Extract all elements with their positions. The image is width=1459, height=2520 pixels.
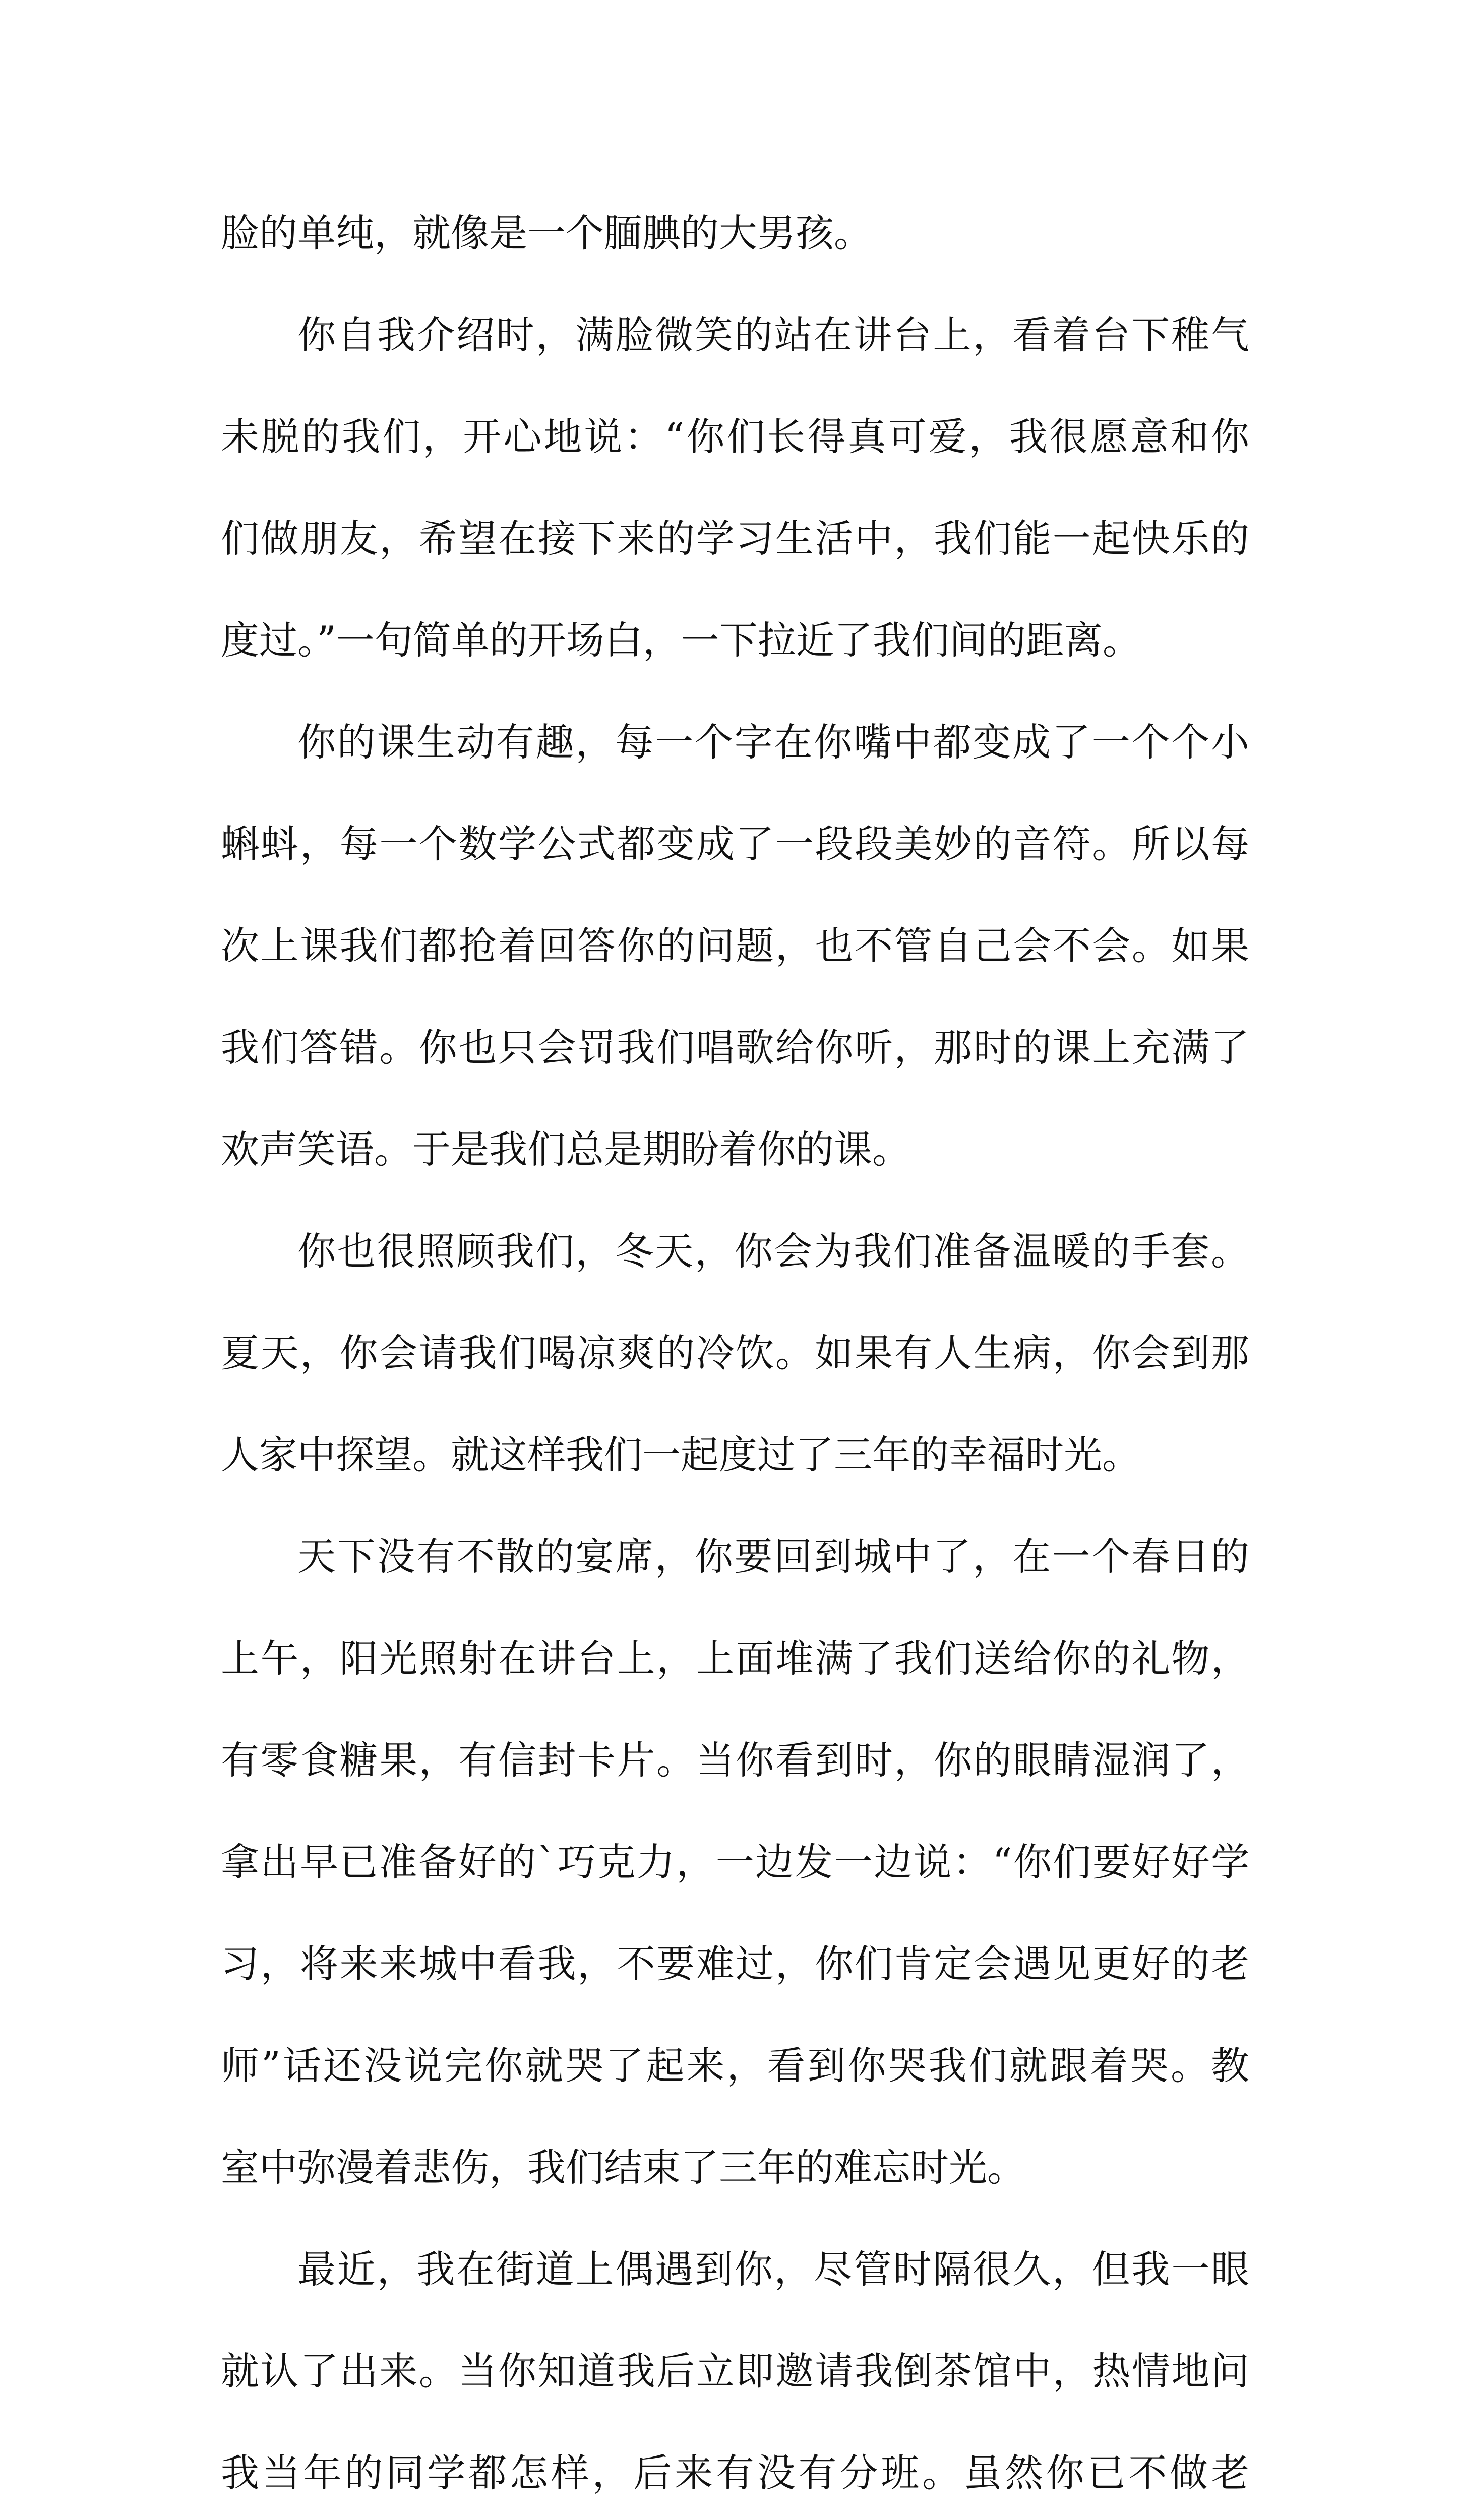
document-body (221, 182, 1259, 2520)
text-line: 你也很照顾我们，冬天，你会为我们准备温暖的手套。 (297, 1229, 1249, 1274)
text-line: 天下没有不散的宴席，你要回到城中了，在一个春日的 (297, 1534, 1249, 1579)
text-line: 拿出早已准备好的`巧克力，一边发一边说：“你们要好好学 (221, 1840, 1249, 1884)
text-line: 未脱的我们，开心地说：“你们长得真可爱，我很愿意和你 (221, 414, 1249, 459)
text-line: 蝌蚪，每一个数学公式都变成了一段段美妙的音符。所以每 (221, 822, 1249, 866)
text-line: 欢声笑语。于是我们总是期盼着你的课。 (221, 1127, 910, 1172)
text-line: 我们答错。你也只会罚我们唱歌给你听，那时的课上充满了 (221, 1025, 1249, 1070)
text-line: 有零食糖果，有信封卡片。当你看到时，你的眼睛湿润了， (221, 1738, 1249, 1783)
text-line: 脸的单纯，就像是一个腼腆的大男孩。 (221, 211, 872, 256)
text-line: 次上课我们都抢着回答你的问题，也不管自己会不会。如果 (221, 923, 1249, 968)
text-line: 习，将来来城中看我，不要难过，你们肯定会遇见更好的老 (221, 1941, 1249, 1986)
text-line: 上午，阳光照射在讲台上，上面堆满了我们送给你的礼物， (221, 1636, 1249, 1681)
text-line: 你的课生动有趣，每一个字在你嘴中都变成了一个个小 (297, 720, 1249, 765)
text-line: 室中弥漫着悲伤，我们结束了三年的难忘时光。 (221, 2145, 1025, 2190)
text-line: 最近，我在街道上偶遇到你，尽管时隔很久，但我一眼 (297, 2247, 1249, 2292)
text-line: 们做朋友，希望在接下来的学习生活中，我们能一起快乐的 (221, 516, 1249, 561)
text-line: 人家中探望。就这样我们一起度过了三年的幸福时光。 (221, 1432, 1140, 1477)
text-line: 就认了出来。当你知道我后立即邀请我倒茶馆中，热情地问 (221, 2349, 1249, 2393)
text-line: 师”话还没说完你就哭了起来，看到你哭我们就跟着哭。教 (221, 2043, 1249, 2088)
text-line: 我当年的同学都怎样，后来有没有分班。虽然你已不做老 (221, 2450, 1249, 2495)
text-line: 你自我介绍时，满脸微笑的站在讲台上，看着台下稚气 (297, 312, 1249, 357)
text-line: 夏天，你会请我们喝凉爽的冷饮。如果有人生病，你会到那 (221, 1331, 1249, 1375)
text-line: 度过。”一句简单的开场白，一下拉近了我们间的距离。 (221, 618, 1141, 663)
